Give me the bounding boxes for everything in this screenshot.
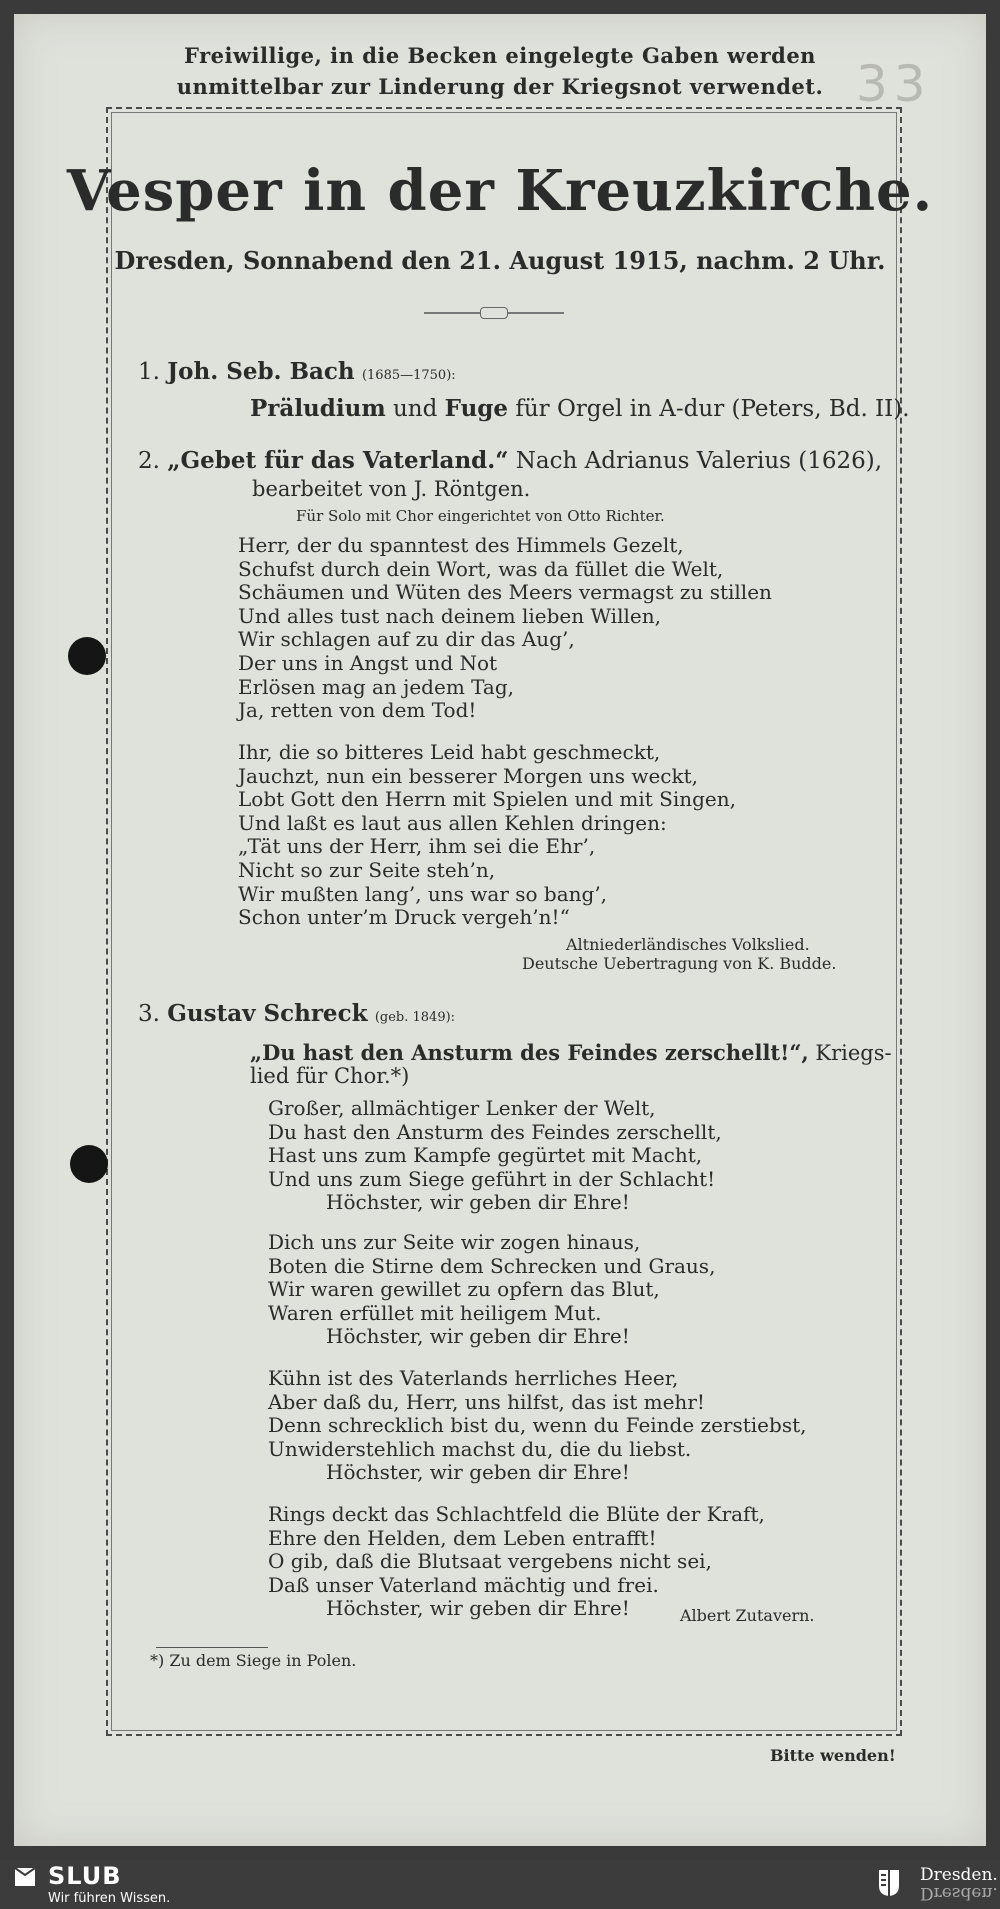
verse-line: „Tät uns der Herr, ihm sei die Ehr’,	[238, 834, 596, 859]
item-number: 2.	[138, 448, 160, 474]
verse-line: Wir waren gewillet zu opfern das Blut,	[268, 1277, 660, 1302]
verse-line: Und alles tust nach deinem lieben Willen,	[238, 603, 661, 628]
footnote-divider	[156, 1647, 268, 1648]
work-title: „Du hast den Ansturm des Feindes zerschellt!“,	[250, 1040, 809, 1065]
verse-line: Großer, allmächtiger Lenker der Welt,	[268, 1096, 656, 1120]
item-number: 3.	[138, 1001, 160, 1027]
verse-line: Der uns in Angst und Not	[238, 650, 498, 675]
verse-line: Ihr, die so bitteres Leid habt geschmeckt,	[238, 740, 661, 764]
verse-line: Wir schlagen auf zu dir das Aug’,	[238, 627, 575, 652]
punch-hole	[68, 637, 106, 675]
verse-line: Wir mußten lang’, uns war so bang’,	[238, 881, 608, 906]
work-details: für Orgel in A-dur (Peters, Bd. II).	[508, 396, 910, 422]
item-2-attribution-1: Altniederländisches Volkslied.	[566, 935, 810, 954]
verse-line: Ja, retten von dem Tod!	[238, 698, 477, 723]
verse-line: Schufst durch dein Wort, was da füllet die Welt,	[238, 556, 724, 581]
composer-dates: (1685—1750):	[361, 368, 456, 383]
verse-line: Hast uns zum Kampfe gegürtet mit Macht,	[268, 1143, 703, 1168]
item-2-setting: Für Solo mit Chor eingerichtet von Otto Richter.	[296, 507, 665, 525]
turn-page-note: Bitte wenden!	[770, 1746, 896, 1765]
verse-line: Rings deckt das Schlachtfeld die Blüte der Kraft,	[268, 1502, 765, 1526]
item-3-stanza-2	[268, 1231, 715, 1349]
refrain-line: Höchster, wir geben dir Ehre!	[326, 1460, 630, 1485]
slub-brand[interactable]: SLUB	[48, 1862, 122, 1890]
slub-logo-icon	[14, 1866, 36, 1888]
verse-line: Waren erfüllet mit heiligem Mut.	[268, 1300, 602, 1325]
verse-line: Dich uns zur Seite wir zogen hinaus,	[268, 1230, 641, 1254]
dresden-logo-text[interactable]	[920, 1867, 998, 1901]
footnote: *) Zu dem Siege in Polen.	[150, 1651, 357, 1670]
donation-notice	[0, 40, 1000, 102]
verse-line: Kühn ist des Vaterlands herrliches Heer,	[268, 1366, 679, 1390]
dresden-label-reflection: Dresden.	[920, 1883, 998, 1903]
work-genre: Kriegs-	[808, 1041, 892, 1065]
dresden-crest-icon	[878, 1869, 900, 1897]
composer-name: Gustav Schreck	[167, 1000, 368, 1027]
event-date-line: Dresden, Sonnabend den 21. August 1915, nachm. 2 Uhr.	[114, 246, 886, 275]
item-3-work-line-2: lied für Chor.*)	[250, 1064, 410, 1088]
footer-bar	[0, 1860, 1000, 1909]
refrain-line: Höchster, wir geben dir Ehre!	[326, 1324, 630, 1349]
item-2	[138, 447, 882, 474]
verse-line: Und laßt es laut aus allen Kehlen dringen:	[238, 810, 667, 835]
item-1	[138, 358, 456, 385]
item-3-stanza-3	[268, 1367, 806, 1485]
verse-line: Unwiderstehlich machst du, die du liebst.	[268, 1436, 692, 1461]
item-2-stanza-1	[238, 534, 772, 723]
refrain-line: Höchster, wir geben dir Ehre!	[326, 1596, 630, 1621]
verse-line: O gib, daß die Blutsaat vergebens nicht sei,	[268, 1549, 712, 1574]
composer-name: Joh. Seb. Bach	[167, 358, 355, 385]
item-2-arranger: bearbeitet von J. Röntgen.	[252, 477, 531, 501]
verse-line: Nicht so zur Seite steh’n,	[238, 857, 496, 882]
handwritten-page-number: 33	[856, 55, 932, 113]
verse-line: Schäumen und Wüten des Meers vermagst zu stillen	[238, 580, 772, 605]
item-3	[138, 1000, 455, 1027]
item-2-stanza-2	[238, 741, 736, 930]
work-title: „Gebet für das Vaterland.“	[167, 447, 509, 474]
item-3-stanza-1	[268, 1097, 722, 1215]
work-source: Nach Adrianus Valerius (1626),	[508, 448, 883, 474]
verse-line: Denn schrecklich bist du, wenn du Feinde zerstiebst,	[268, 1413, 807, 1438]
divider-ornament	[424, 312, 564, 314]
work-prelude: Präludium	[250, 395, 386, 422]
verse-line: Aber daß du, Herr, uns hilfst, das ist mehr!	[268, 1389, 705, 1414]
work-fugue: Fuge	[444, 395, 509, 422]
item-2-attribution-2: Deutsche Uebertragung von K. Budde.	[522, 954, 837, 973]
item-3-work	[250, 1040, 892, 1065]
item-3-stanza-4	[268, 1503, 765, 1621]
verse-line: Boten die Stirne dem Schrecken und Graus,	[268, 1253, 716, 1278]
page-title: Vesper in der Kreuzkirche.	[66, 158, 934, 224]
item-3-author: Albert Zutavern.	[680, 1606, 815, 1625]
composer-dates: (geb. 1849):	[374, 1010, 456, 1025]
verse-line: Du hast den Ansturm des Feindes zerschellt,	[268, 1119, 722, 1144]
verse-line: Und uns zum Siege geführt in der Schlacht!	[268, 1166, 716, 1191]
verse-line: Ehre den Helden, dem Leben entrafft!	[268, 1525, 657, 1550]
verse-line: Jauchzt, nun ein besserer Morgen uns weckt,	[238, 763, 698, 788]
dresden-label: Dresden.	[920, 1865, 998, 1885]
verse-line: Lobt Gott den Herrn mit Spielen und mit Singen,	[238, 787, 736, 812]
verse-line: Herr, der du spanntest des Himmels Gezelt,	[238, 533, 684, 557]
refrain-line: Höchster, wir geben dir Ehre!	[326, 1190, 630, 1215]
item-1-work	[250, 395, 910, 422]
work-connector: und	[385, 396, 445, 422]
notice-line-1: Freiwillige, in die Becken eingelegte Gaben werden	[184, 43, 816, 68]
verse-line: Daß unser Vaterland mächtig und frei.	[268, 1572, 659, 1597]
punch-hole	[70, 1145, 108, 1183]
item-number: 1.	[138, 359, 160, 385]
notice-line-2: unmittelbar zur Linderung der Kriegsnot verwendet.	[176, 74, 824, 99]
verse-line: Schon unter’m Druck vergeh’n!“	[238, 905, 570, 930]
slub-tagline: Wir führen Wissen.	[48, 1891, 171, 1906]
verse-line: Erlösen mag an jedem Tag,	[238, 674, 515, 699]
